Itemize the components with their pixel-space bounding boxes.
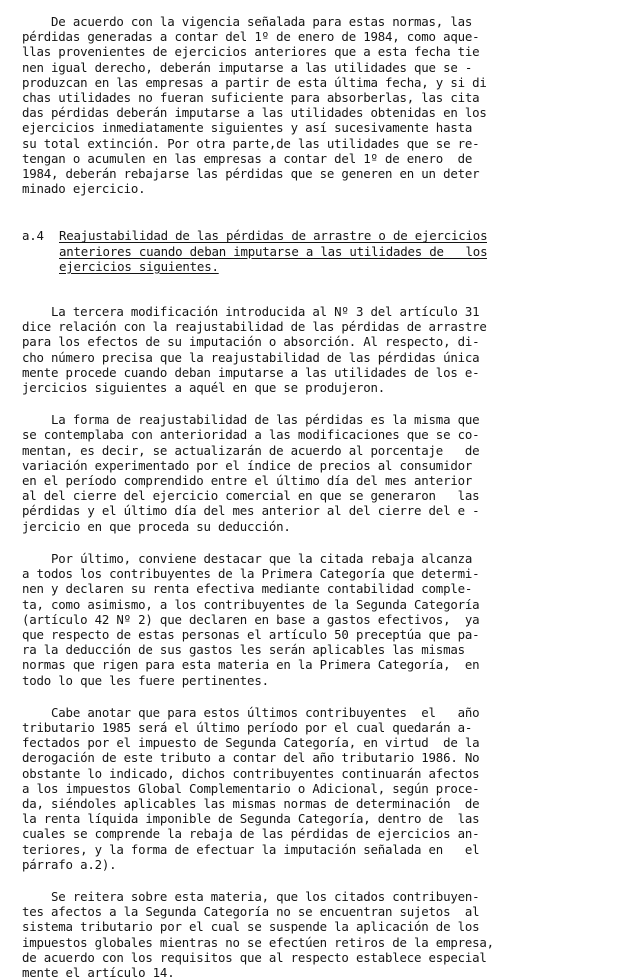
text-line: pérdidas generadas a contar del 1º de enero de 1984, como aque- [22,29,480,45]
paragraph-tax-year-1985 [22,705,612,872]
section-title-line: ejercicios siguientes. [59,258,219,274]
text-line: Por último, conviene destacar que la citada rebaja alcanza [22,550,473,566]
text-line: produzcan en las empresas a partir de esta última fecha, y si di [22,74,487,90]
text-line: obstante lo indicado, dichos contribuyentes continuarán afectos [22,765,480,781]
text-line: La forma de reajustabilidad de las pérdidas es la misma que [22,412,480,428]
text-line: 1984, deberán rebajarse las pérdidas que se generen en un deter [22,166,480,182]
paragraph-readjustment-form [22,412,612,534]
text-line: De acuerdo con la vigencia señalada para estas normas, las [22,14,473,29]
text-line: párrafo a.2). [22,856,117,872]
paragraph-second-category-reiteration [22,889,612,980]
text-line: se contemplaba con anterioridad a las modificaciones que se co- [22,427,480,443]
text-line: (artículo 42 Nº 2) que declaren en base a gastos efectivos, ya [22,611,480,627]
text-line: dice relación con la reajustabilidad de las pérdidas de arrastre [22,319,487,335]
text-line: das pérdidas deberán imputarse a las utilidades obtenidas en los [22,105,487,121]
text-line: normas que rigen para esta materia en la Primera Categoría, en [22,657,480,673]
text-line: impuestos globales mientras no se efectúen retiros de la empresa, [22,934,494,950]
paragraph-loss-validity [22,14,612,196]
text-line: ejercicios inmediatamente siguientes y así sucesivamente hasta [22,120,473,136]
text-line: en el período comprendido entre el último día del mes anterior [22,473,473,489]
text-line: mentan, es decir, se actualizarán de acuerdo al porcentaje de [22,442,480,458]
text-line: a los impuestos Global Complementario o Adicional, según proce- [22,780,480,796]
text-line: ta, como asimismo, a los contribuyentes de la Segunda Categoría [22,596,480,612]
text-line: da, siéndoles aplicables las mismas normas de determinación de [22,795,480,811]
text-line: minado ejercicio. [22,181,146,197]
text-line: nen y declaren su renta efectiva mediante contabilidad comple- [22,581,473,597]
paragraph-taxpayers-scope [22,551,612,688]
text-line: pérdidas y el último día del mes anterior al del cierre del e - [22,503,480,519]
text-line: ra la deducción de sus gastos les serán aplicables las mismas [22,642,465,658]
text-line: fectados por el impuesto de Segunda Categoría, en virtud de la [22,735,480,751]
text-line: cuales se comprende la rebaja de las pérdidas de ejercicios an- [22,826,480,842]
text-line: derogación de este tributo a contar del año tributario 1986. No [22,750,480,766]
text-line: Cabe anotar que para estos últimos contribuyentes el año [22,704,480,720]
section-title-line: anteriores cuando deban imputarse a las utilidades de los [59,243,488,259]
text-line: todo lo que les fuere pertinentes. [22,672,269,688]
text-line: para los efectos de su imputación o absorción. Al respecto, di- [22,334,480,350]
text-line: tengan o acumulen en las empresas a contar del 1º de enero de [22,150,473,166]
text-line: que respecto de estas personas el artículo 50 preceptúa que pa- [22,626,480,642]
text-line: jercicio en que proceda su deducción. [22,518,291,534]
section-number: a.4 [22,228,44,244]
text-line: llas provenientes de ejercicios anteriores que a esta fecha tie [22,44,480,60]
text-line: tes afectos a la Segunda Categoría no se encuentran sujetos al [22,904,480,920]
text-line: tributario 1985 será el último período por el cual quedarán a- [22,719,473,735]
text-line: variación experimentado por el índice de precios al consumidor [22,457,473,473]
text-line: a todos los contribuyentes de la Primera Categoría que determi- [22,566,480,582]
text-line: Se reitera sobre esta materia, que los citados contribuyen- [22,888,480,904]
text-line: de acuerdo con los requisitos que al respecto establece especial [22,949,487,965]
paragraph-third-modification [22,304,612,395]
section-title [59,228,487,274]
text-line: su total extinción. Por otra parte,de las utilidades que se re- [22,135,480,151]
text-line: nen igual derecho, deberán imputarse a las utilidades que se - [22,59,473,75]
text-line: mente procede cuando deban imputarse a las utilidades de los e- [22,364,480,380]
text-line: la renta líquida imponible de Segunda Categoría, dentro de las [22,811,480,827]
text-line: La tercera modificación introducida al Nº 3 del artículo 31 [22,304,480,320]
text-line: chas utilidades no fueran suficiente para absorberlas, las cita [22,90,480,106]
text-line: al del cierre del ejercicio comercial en que se generaron las [22,488,480,504]
text-line: teriores, y la forma de efectuar la imputación señalada en el [22,841,480,857]
section-heading [22,228,612,274]
text-line: mente el artículo 14. [22,964,175,980]
text-line: cho número precisa que la reajustabilidad de las pérdidas única [22,349,480,365]
text-line: jercicios siguientes a aquél en que se produjeron. [22,380,385,396]
text-line: sistema tributario por el cual se suspende la aplicación de los [22,919,480,935]
section-title-line: Reajustabilidad de las pérdidas de arrastre o de ejercicios [59,228,488,244]
